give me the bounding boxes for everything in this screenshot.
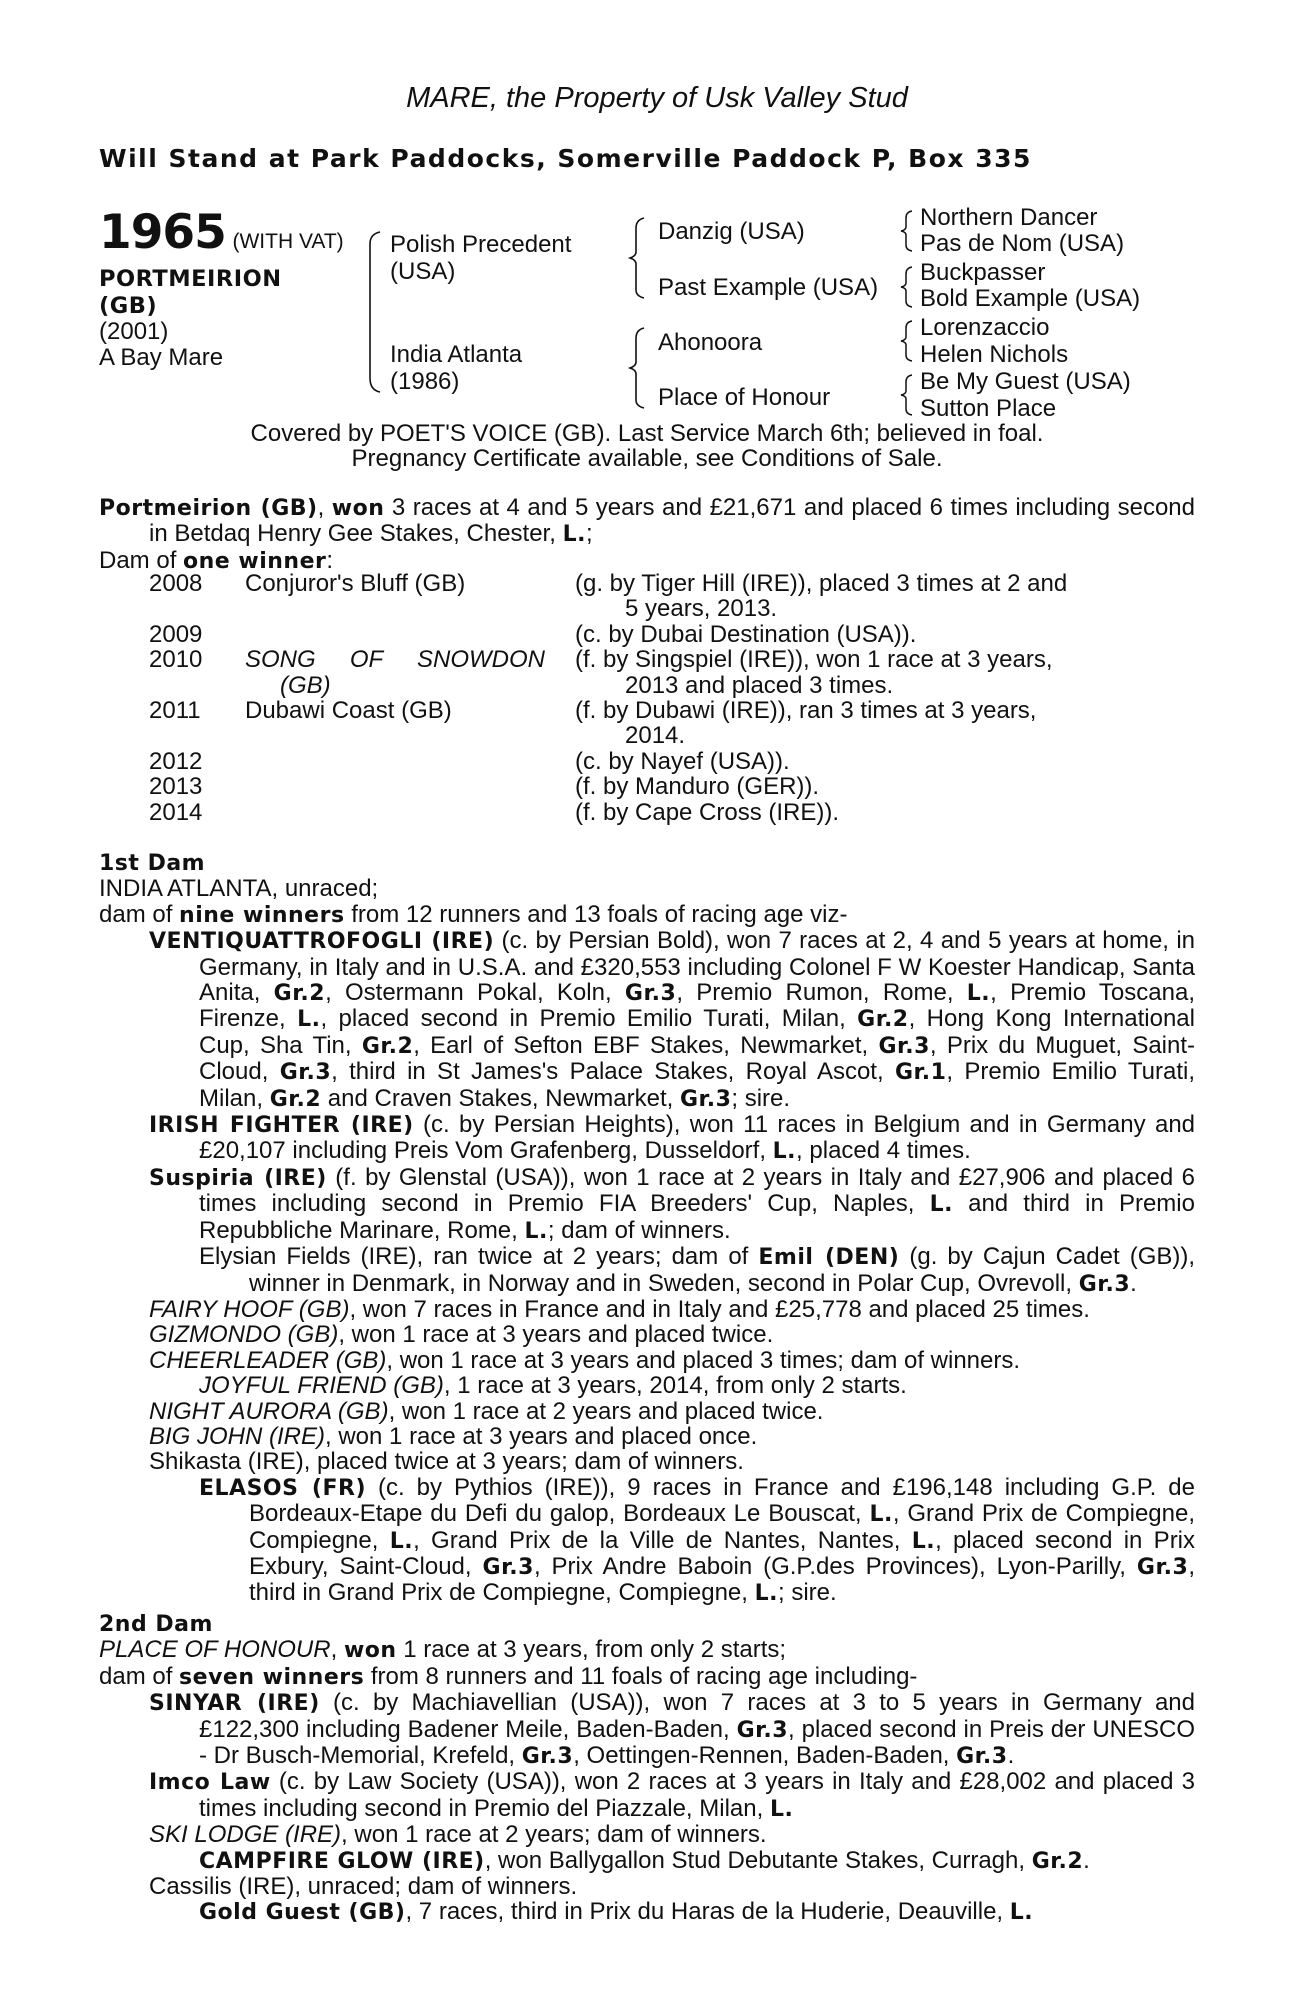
pedigree-ds: Ahonoora <box>658 329 763 356</box>
pedigree-ss: Danzig (USA) <box>658 218 805 245</box>
pedigree-sire: Polish Precedent <box>390 231 572 258</box>
foal-row: 2009 (c. by Dubai Destination (USA)). <box>149 620 917 648</box>
pedigree-sdd: Bold Example (USA) <box>920 285 1141 312</box>
first-dam-line: INDIA ATLANTA, unraced; <box>99 875 379 903</box>
entry-elasos: ELASOS (FR) (c. by Pythios (IRE)), 9 races in France and £196,148 including G.P. de Bordeaux-Etape du Defi du galop, Bordeaux Le Bouscat, L., Grand Prix de Compiegne, Compiegne, L., Grand Prix de la Ville de Nantes, Nantes, L., placed second in Prix Exbury, Saint-Cloud, Gr.3, Prix Andre Baboin (G.P.des Provinces), Lyon-Parilly, Gr.3, third in Grand Prix de Compiegne, Compiegne, L.; sire. <box>199 1473 1196 1607</box>
entry-gizmondo: GIZMONDO (GB), won 1 race at 3 years and placed twice. <box>149 1321 774 1349</box>
entry-gold-guest: Gold Guest (GB), 7 races, third in Prix du Haras de la Huderie, Deauville, L. <box>199 1898 1034 1926</box>
pedigree-brace-2 <box>628 214 652 300</box>
entry-ventiquattrofogli: VENTIQUATTROFOGLI (IRE) (c. by Persian Bold), won 7 races at 2, 4 and 5 years at home, in Germany, in Italy and in U.S.A. and £320,553 including Colonel F W Koester Handicap, Santa Anita, Gr.2, Ostermann Pokal, Koln, Gr.3, Premio Rumon, Rome, L., Premio Toscana, Firenze, L., placed second in Premio Emilio Turati, Milan, Gr.2, Hong Kong International Cup, Sha Tin, Gr.2, Earl of Sefton EBF Stakes, Newmarket, Gr.3, Prix du Muguet, Saint-Cloud, Gr.3, third in St James's Palace Stakes, Royal Ascot, Gr.1, Premio Emilio Turati, Milan, Gr.2 and Craven Stakes, Newmarket, Gr.3; sire. <box>149 927 1196 1112</box>
foal-row: 2014 (f. by Cape Cross (IRE)). <box>149 798 840 826</box>
foal-row: 2013 (f. by Manduro (GER)). <box>149 773 820 801</box>
pedigree-ssd: Pas de Nom (USA) <box>920 230 1125 257</box>
pedigree-sd: Past Example (USA) <box>658 274 879 301</box>
mare-dam-of: Dam of one winner: <box>99 546 334 574</box>
entry-elysian-fields: Elysian Fields (IRE), ran twice at 2 years; dam of Emil (DEN) (g. by Cajun Cadet (GB)), winner in Denmark, in Norway and in Sweden, second in Polar Cup, Ovrevoll, Gr.3. <box>199 1243 1196 1297</box>
pedigree-dam-year: (1986) <box>390 368 460 395</box>
foal-row: 2010 SONG OF SNOWDON (GB) (f. by Singspiel (IRE)), won 1 race at 3 years, 2013 and placed 3 times. <box>149 646 1053 699</box>
vat-note: (WITH VAT) <box>232 230 344 253</box>
entry-shikasta: Shikasta (IRE), placed twice at 3 years; dam of winners. <box>149 1448 744 1476</box>
covered-note <box>99 421 1195 472</box>
mare-summary <box>99 495 1195 574</box>
entry-campfire-glow: CAMPFIRE GLOW (IRE), won Ballygallon Stud Debutante Stakes, Curragh, Gr.2. <box>199 1846 1090 1874</box>
horse-name: PORTMEIRION <box>99 266 282 292</box>
second-dam-heading: 2nd Dam <box>99 1612 213 1637</box>
pedigree-brace-5 <box>898 264 918 310</box>
pedigree-dam: India Atlanta <box>390 341 523 368</box>
entry-cheerleader: CHEERLEADER (GB), won 1 race at 3 years and placed 3 times; dam of winners. <box>149 1346 1021 1374</box>
pedigree-brace-1 <box>362 228 392 398</box>
entry-sinyar: SINYAR (IRE) (c. by Machiavellian (USA)), won 7 races at 3 to 5 years in Germany and £122,300 including Badener Meile, Baden-Baden, Gr.3, placed second in Preis der UNESCO - Dr Busch-Memorial, Krefeld, Gr.3, Oettingen-Rennen, Baden-Baden, Gr.3. <box>149 1689 1196 1770</box>
entry-night-aurora: NIGHT AURORA (GB), won 1 race at 2 years and placed twice. <box>149 1397 824 1425</box>
lot-number-line <box>99 205 344 267</box>
covered-line-1: Covered by POET'S VOICE (GB). Last Service March 6th; believed in foal. <box>250 420 1044 447</box>
foal-row: 2008 Conjuror's Bluff (GB) (g. by Tiger Hill (IRE)), placed 3 times at 2 and 5 years, 2013. <box>149 570 1068 623</box>
pedigree-brace-6 <box>898 318 918 364</box>
second-dam-line: PLACE OF HONOUR, won 1 race at 3 years, from only 2 starts; <box>99 1636 787 1664</box>
foal-row: 2012 (c. by Nayef (USA)). <box>149 747 790 775</box>
pedigree-dds: Be My Guest (USA) <box>920 368 1131 395</box>
first-dam-heading: 1st Dam <box>99 851 206 876</box>
second-dam-produce: dam of seven winners from 8 runners and 11 foals of racing age including- <box>99 1662 918 1690</box>
pedigree-sss: Northern Dancer <box>920 204 1098 231</box>
entry-joyful-friend: JOYFUL FRIEND (GB), 1 race at 3 years, 2014, from only 2 starts. <box>199 1372 907 1400</box>
mare-record: Portmeirion (GB), won 3 races at 4 and 5 years and £21,671 and placed 6 times including second in Betdaq Henry Gee Stakes, Chester, L.; <box>99 494 1195 548</box>
pedigree-dsd: Helen Nichols <box>920 341 1069 368</box>
pedigree-dd: Place of Honour <box>658 384 831 411</box>
covered-line-2: Pregnancy Certificate available, see Conditions of Sale. <box>351 445 943 473</box>
second-dam-section <box>99 1612 1195 1926</box>
pedigree-sds: Buckpasser <box>920 259 1046 286</box>
entry-suspiria: Suspiria (IRE) (f. by Glenstal (USA)), won 1 race at 2 years in Italy and £27,906 and placed 6 times including second in Premio FIA Breeders' Cup, Naples, L. and third in Premio Repubbliche Marinare, Rome, L.; dam of winners. <box>149 1163 1195 1244</box>
lot-number: 1965 <box>99 205 226 260</box>
pedigree-brace-4 <box>898 208 918 254</box>
foals-table <box>99 571 1195 825</box>
stand-location: Will Stand at Park Paddocks, Somerville Paddock P, Box 335 <box>99 144 1032 173</box>
entry-big-john: BIG JOHN (IRE), won 1 race at 3 years and placed once. <box>149 1422 758 1450</box>
pedigree-dss: Lorenzaccio <box>920 314 1050 341</box>
entry-fairy-hoof: FAIRY HOOF (GB), won 7 races in France and in Italy and £25,778 and placed 25 times. <box>149 1295 1090 1323</box>
entry-irish-fighter: IRISH FIGHTER (IRE) (c. by Persian Heights), won 11 races in Belgium and in Germany and £20,107 including Preis Vom Grafenberg, Dusseldorf, L., placed 4 times. <box>149 1111 1196 1165</box>
first-dam-section <box>99 851 1195 1607</box>
horse-year: (2001) <box>99 318 169 345</box>
entry-ski-lodge: SKI LODGE (IRE), won 1 race at 2 years; dam of winners. <box>149 1821 767 1849</box>
pedigree-ddd: Sutton Place <box>920 395 1057 422</box>
entry-cassilis: Cassilis (IRE), unraced; dam of winners. <box>149 1873 578 1901</box>
pedigree-brace-7 <box>898 372 918 418</box>
page-title: MARE, the Property of Usk Valley Stud <box>406 82 908 114</box>
horse-description: A Bay Mare <box>99 344 224 371</box>
pedigree-sire-country: (USA) <box>390 258 456 285</box>
horse-country: (GB) <box>99 293 158 319</box>
foal-row: 2011 Dubawi Coast (GB) (f. by Dubawi (IRE)), ran 3 times at 3 years, 2014. <box>149 697 1037 750</box>
pedigree-brace-3 <box>628 324 652 410</box>
entry-imco-law: Imco Law (c. by Law Society (USA)), won 2 races at 3 years in Italy and £28,002 and placed 3 times including second in Premio del Piazzale, Milan, L. <box>149 1768 1195 1822</box>
first-dam-produce: dam of nine winners from 12 runners and 13 foals of racing age viz- <box>99 900 848 928</box>
